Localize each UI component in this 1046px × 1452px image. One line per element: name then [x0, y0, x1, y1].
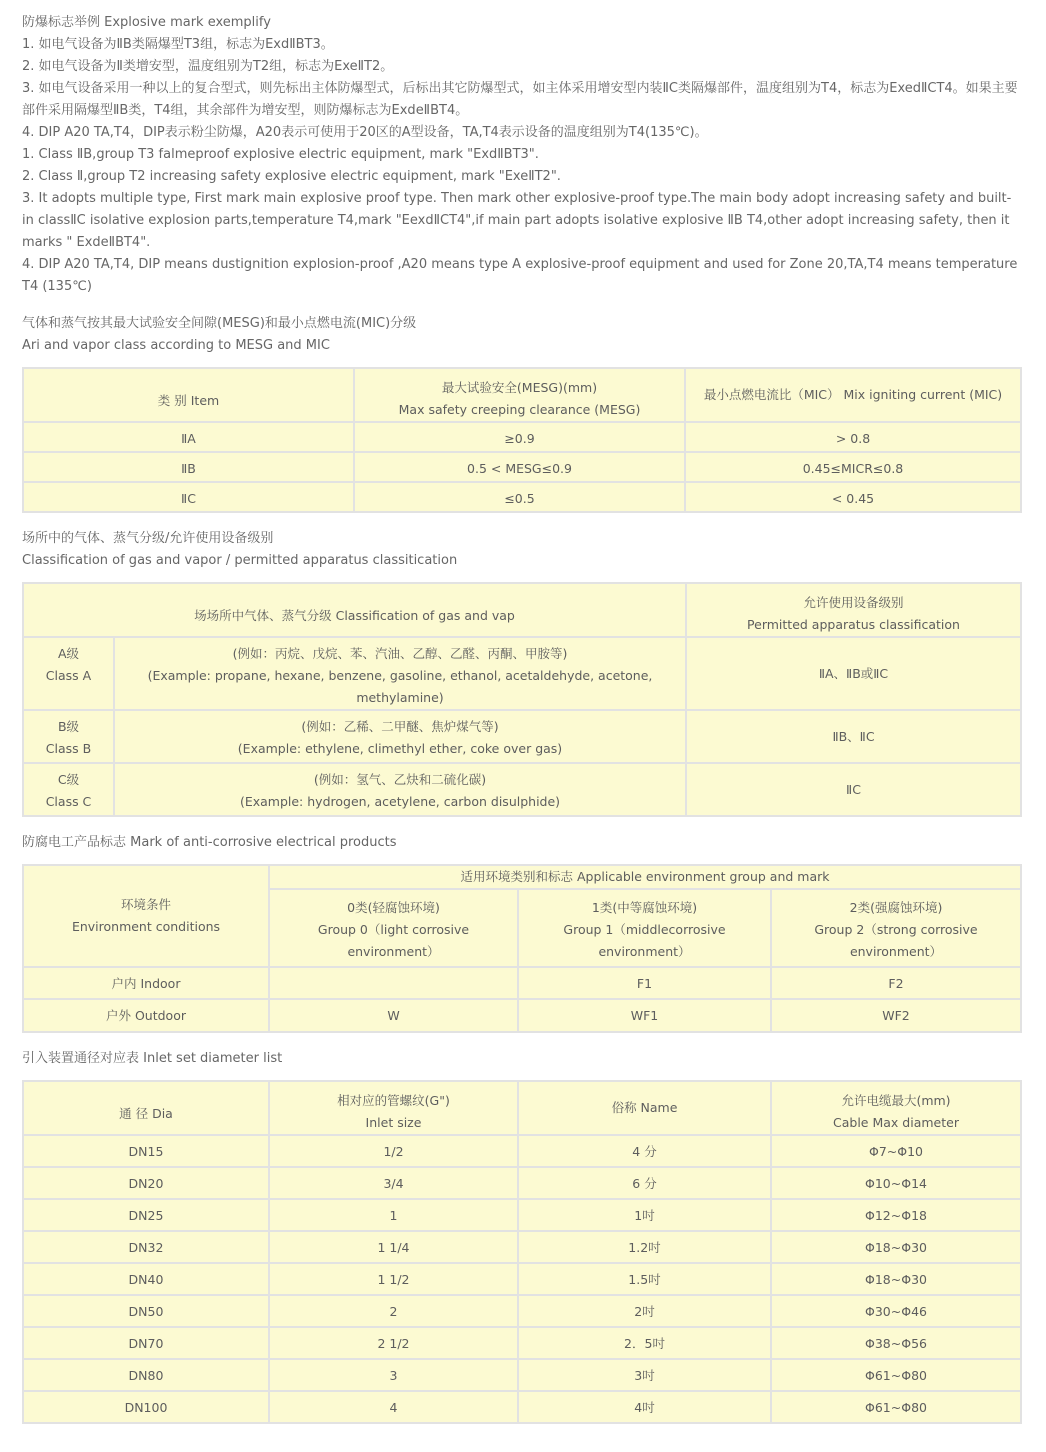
cell-group0 [269, 967, 518, 999]
cell-line: Permitted apparatus classification [747, 617, 960, 632]
cell-line: (例如：氢气、乙炔和二硫化碳) [313, 772, 487, 787]
cell-size: 2 1/2 [269, 1327, 518, 1359]
intro-cn-line-3: 3. 如电气设备采用一种以上的复合型式，则先标出主体防爆型式，后标出其它防爆型式，如主体采用增安型内装ⅡC类隔爆部件，温度组别为T4，标志为ExedⅡCT4。如果主要部件采用隔爆型ⅡB类，T4组，其余部件为增安型，则防爆标志为ExdeⅡBT4。 [22, 81, 1018, 118]
gas-classification-section [22, 528, 1020, 817]
cell-line: Class A [45, 668, 92, 683]
cell-cable: Φ30~Φ46 [771, 1295, 1021, 1327]
cell-dia: DN32 [23, 1231, 269, 1263]
cell-line: A级 [57, 646, 80, 661]
table-row [23, 482, 1021, 512]
cell-line: (例如：丙烷、戊烷、苯、汽油、乙醇、乙醛、丙酮、甲胺等) [232, 646, 568, 661]
cell-line: 环境条件 [120, 897, 171, 912]
cell-permitted: ⅡB、ⅡC [686, 710, 1021, 763]
cell-line: 1类(中等腐蚀环境) [591, 900, 698, 915]
cell-line: environment） [347, 944, 440, 959]
group2-header [771, 889, 1021, 967]
mesg-section [22, 313, 1020, 513]
gasclass-header-left: 场场所中气体、蒸气分级 Classification of gas and vap [23, 583, 686, 637]
gasclass-title-cn: 场所中的气体、蒸气分级/允许使用设备级别 [22, 531, 274, 546]
cell-line: Group 1（middlecorrosive [563, 922, 726, 937]
mesg-header-row [23, 368, 1021, 422]
cell-name: 2吋 [518, 1295, 771, 1327]
table-row [23, 637, 1021, 710]
cell-env-label: 户内 Indoor [23, 967, 269, 999]
env-conditions-header [23, 865, 269, 967]
cell-size: 3/4 [269, 1167, 518, 1199]
cell-dia: DN70 [23, 1327, 269, 1359]
inlet-section [22, 1048, 1020, 1424]
cell-name: 2．5吋 [518, 1327, 771, 1359]
cell-dia: DN100 [23, 1391, 269, 1423]
table-row [23, 1391, 1021, 1423]
cell-class [23, 710, 114, 763]
intro-cn-line-4: 4. DIP A20 TA,T4，DIP表示粉尘防爆，A20表示可使用于20区的A型设备，TA,T4表示设备的温度组别为T4(135℃)。 [22, 125, 708, 140]
table-row [23, 1359, 1021, 1391]
cell-example [114, 710, 686, 763]
cell-line: 2类(强腐蚀环境) [849, 900, 943, 915]
cell-size: 1 1/2 [269, 1263, 518, 1295]
table-row [23, 1295, 1021, 1327]
cell-cable: Φ18~Φ30 [771, 1231, 1021, 1263]
inlet-header-size [269, 1081, 518, 1135]
intro-en-line-4: 4. DIP A20 TA,T4, DIP means dustignition explosion-proof ,A20 means type A explosive-proof equipment and used for Zone 20,TA,T4 means temperature T4 (135℃) [22, 257, 1018, 294]
cell-name: 1吋 [518, 1199, 771, 1231]
cell-cable: Φ38~Φ56 [771, 1327, 1021, 1359]
table-row [23, 1263, 1021, 1295]
cell-line: environment） [849, 944, 943, 959]
cell-line: Class C [45, 794, 92, 809]
cell-name: 6 分 [518, 1167, 771, 1199]
cell-size: 1 [269, 1199, 518, 1231]
cell-line: Inlet size [365, 1115, 422, 1130]
intro-en-line-2: 2. Class Ⅱ,group T2 increasing safety explosive electric equipment, mark "ExeⅡT2". [22, 169, 561, 184]
cell-line: (Example: hydrogen, acetylene, carbon disulphide) [239, 794, 561, 809]
intro-heading: 防爆标志举例 Explosive mark exemplify [22, 15, 271, 30]
anticorrosive-table [22, 864, 1022, 1033]
inlet-title: 引入装置通径对应表 Inlet set diameter list [22, 1051, 283, 1066]
inlet-header-row [23, 1081, 1021, 1135]
cell-line: 0类(轻腐蚀环境) [347, 900, 440, 915]
cell-item: ⅡC [23, 482, 354, 512]
cell-mesg: 0.5 < MESG≤0.9 [354, 452, 685, 482]
cell-line: Class B [45, 741, 92, 756]
table-row [23, 1231, 1021, 1263]
anticorrosive-section [22, 832, 1020, 1033]
table-row [23, 422, 1021, 452]
cell-example [114, 637, 686, 710]
cell-item: ⅡB [23, 452, 354, 482]
cell-line: Cable Max diameter [833, 1115, 959, 1130]
cell-cable: Φ12~Φ18 [771, 1199, 1021, 1231]
cell-name: 1.2吋 [518, 1231, 771, 1263]
cell-cable: Φ18~Φ30 [771, 1263, 1021, 1295]
intro-en-line-1: 1. Class ⅡB,group T3 falmeproof explosive electric equipment, mark "ExdⅡBT3". [22, 147, 539, 162]
cell-line: (例如：乙稀、二甲醚、焦炉煤气等) [301, 719, 499, 734]
cell-cable: Φ61~Φ80 [771, 1391, 1021, 1423]
cell-class [23, 637, 114, 710]
mesg-header-mic: 最小点燃电流比（MIC） Mix igniting current (MIC) [685, 368, 1021, 422]
cell-example [114, 763, 686, 816]
inlet-header-dia: 通 径 Dia [23, 1081, 269, 1135]
cell-mesg: ≤0.5 [354, 482, 685, 512]
cell-name: 1.5吋 [518, 1263, 771, 1295]
group-header: 适用环境类别和标志 Applicable environment group and mark [269, 865, 1021, 889]
table-row [23, 710, 1021, 763]
cell-cable: Φ7~Φ10 [771, 1135, 1021, 1167]
cell-name: 4吋 [518, 1391, 771, 1423]
mesg-header-mesg [354, 368, 685, 422]
cell-line: 允许使用设备级别 [803, 595, 904, 610]
cell-mic: > 0.8 [685, 422, 1021, 452]
cell-group1: F1 [518, 967, 771, 999]
cell-dia: DN40 [23, 1263, 269, 1295]
cell-dia: DN50 [23, 1295, 269, 1327]
table-row [23, 1135, 1021, 1167]
cell-size: 1 1/4 [269, 1231, 518, 1263]
cell-line: (Example: ethylene, climethyl ether, coke over gas) [237, 741, 563, 756]
mesg-title-cn: 气体和蒸气按其最大试验安全间隙(MESG)和最小点燃电流(MIC)分级 [22, 316, 417, 331]
table-row [23, 967, 1021, 999]
cell-size: 4 [269, 1391, 518, 1423]
table-row [23, 1199, 1021, 1231]
inlet-header-cable [771, 1081, 1021, 1135]
group1-header [518, 889, 771, 967]
anticorrosive-title: 防腐电工产品标志 Mark of anti-corrosive electrical products [22, 835, 397, 850]
cell-mic: 0.45≤MICR≤0.8 [685, 452, 1021, 482]
cell-group2: F2 [771, 967, 1021, 999]
cell-dia: DN25 [23, 1199, 269, 1231]
cell-name: 4 分 [518, 1135, 771, 1167]
gasclass-header-row [23, 583, 1021, 637]
cell-size: 2 [269, 1295, 518, 1327]
gasclass-header-permitted [686, 583, 1021, 637]
cell-line: 允许电缆最大(mm) [841, 1093, 951, 1108]
group0-header [269, 889, 518, 967]
cell-line: 最大试验安全(MESG)(mm) [441, 380, 598, 395]
cell-line: Group 0（light corrosive [317, 922, 470, 937]
intro-cn-line-1: 1. 如电气设备为ⅡB类隔爆型T3组，标志为ExdⅡBT3。 [22, 37, 334, 52]
cell-line: B级 [57, 719, 80, 734]
table-row [23, 1327, 1021, 1359]
cell-line: Group 2（strong corrosive [814, 922, 978, 937]
table-row [23, 763, 1021, 816]
cell-permitted: ⅡC [686, 763, 1021, 816]
cell-mesg: ≥0.9 [354, 422, 685, 452]
intro-cn-line-2: 2. 如电气设备为Ⅱ类增安型，温度组别为T2组，标志为ExeⅡT2。 [22, 59, 394, 74]
gasclass-title-en: Classification of gas and vapor / permitted apparatus classitication [22, 553, 458, 568]
inlet-header-name: 俗称 Name [518, 1081, 771, 1135]
cell-size: 3 [269, 1359, 518, 1391]
cell-group2: WF2 [771, 999, 1021, 1032]
cell-line: Max safety creeping clearance (MESG) [398, 402, 641, 417]
table-row [23, 452, 1021, 482]
cell-line: environment） [598, 944, 691, 959]
table-row [23, 1167, 1021, 1199]
cell-group0: W [269, 999, 518, 1032]
anticorrosive-header-row-1 [23, 865, 1021, 889]
cell-item: ⅡA [23, 422, 354, 452]
cell-permitted: ⅡA、ⅡB或ⅡC [686, 637, 1021, 710]
cell-line: (Example: propane, hexane, benzene, gasoline, ethanol, acetaldehyde, acetone, methylamine) [147, 668, 653, 705]
cell-group1: WF1 [518, 999, 771, 1032]
cell-dia: DN15 [23, 1135, 269, 1167]
gas-classification-table [22, 582, 1022, 817]
cell-size: 1/2 [269, 1135, 518, 1167]
cell-dia: DN80 [23, 1359, 269, 1391]
cell-line: Environment conditions [71, 919, 221, 934]
intro-section [22, 12, 1020, 298]
cell-env-label: 户外 Outdoor [23, 999, 269, 1032]
cell-cable: Φ10~Φ14 [771, 1167, 1021, 1199]
cell-mic: < 0.45 [685, 482, 1021, 512]
inlet-table [22, 1080, 1022, 1424]
mesg-title-en: Ari and vapor class according to MESG and MIC [22, 338, 330, 353]
cell-dia: DN20 [23, 1167, 269, 1199]
mesg-table [22, 367, 1022, 513]
cell-class [23, 763, 114, 816]
mesg-header-item: 类 别 Item [23, 368, 354, 422]
cell-line: 相对应的管螺纹(G") [337, 1093, 450, 1108]
cell-name: 3吋 [518, 1359, 771, 1391]
cell-cable: Φ61~Φ80 [771, 1359, 1021, 1391]
cell-line: C级 [57, 772, 80, 787]
intro-en-line-3: 3. It adopts multiple type, First mark main explosive proof type. Then mark other explosive-proof type.The main body adopt increasing safety and built-in classⅡC isolative explosion parts,temperature T4,mark "EexdⅡCT4",if main part adopts isolative explosive ⅡB T4,other adopt increasing safety, then it marks " ExdeⅡBT4". [22, 191, 1012, 250]
table-row [23, 999, 1021, 1032]
